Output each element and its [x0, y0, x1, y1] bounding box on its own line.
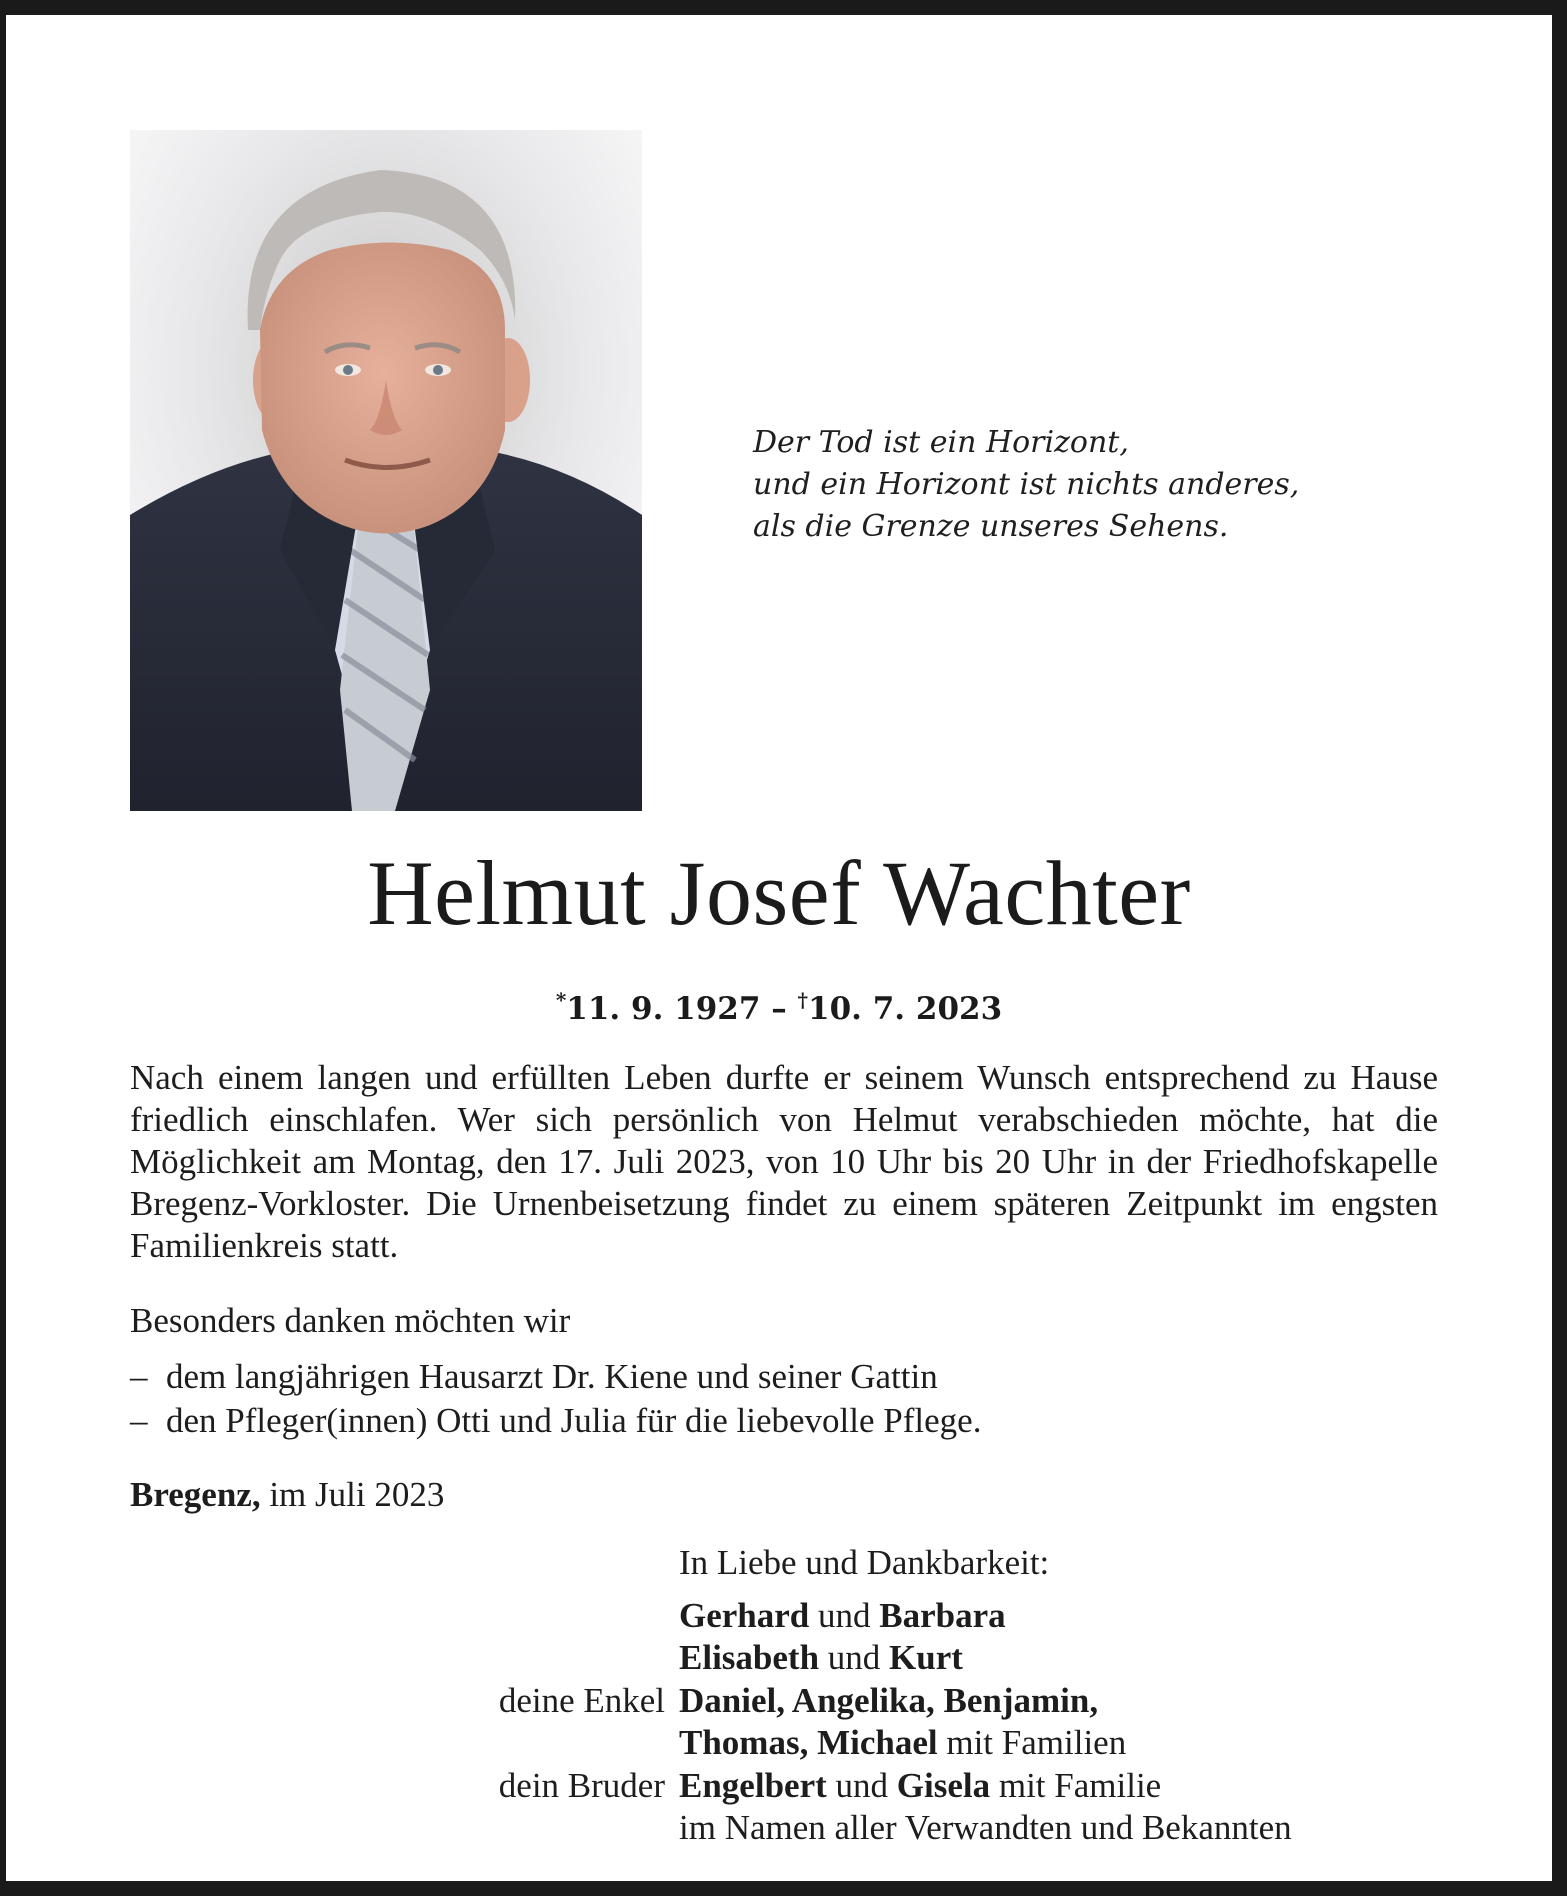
dash-bullet: – [130, 1401, 148, 1440]
portrait-photo [130, 130, 642, 811]
place-date: im Juli 2023 [260, 1475, 445, 1514]
signer-row [6, 1680, 1567, 1723]
signer-names: Engelbert und Gisela mit Familie [679, 1765, 1162, 1805]
signer-names: Gerhard und Barbara [679, 1595, 1006, 1635]
thanks-intro: Besonders danken möchten wir [130, 1301, 571, 1340]
deceased-name: Helmut Josef Wachter [367, 842, 1191, 944]
signer-names: Thomas, Michael mit Familien [679, 1723, 1127, 1762]
birth-symbol: * [555, 988, 567, 1012]
life-dates [6, 980, 1552, 1029]
signer-names: Elisabeth und Kurt [679, 1638, 963, 1677]
thanks-item-text: dem langjährigen Hausarzt Dr. Kiene und seiner Gattin [166, 1357, 938, 1396]
list-item [130, 1399, 981, 1443]
place-city: Bregenz, [130, 1475, 261, 1514]
quote-line: Der Tod ist ein Horizont, [753, 425, 1129, 460]
signer-names: im Namen aller Verwandten und Bekannten [679, 1808, 1292, 1847]
thanks-list [130, 1355, 981, 1443]
quote-line: und ein Horizont ist nichts anderes, [753, 467, 1300, 502]
portrait-illustration [130, 130, 642, 811]
announcement-text: Nach einem langen und erfüllten Leben durfte er seinem Wunsch entsprechend zu Hause friedlich einschlafen. Wer sich persönlich von Helmut verabschieden möchte, hat die Möglichkeit am Montag, den 17. Juli 2023, von 10 Uhr bis 20 Uhr in der Friedhofskapelle Bregenz-Vorkloster. Die Urnenbeisetzung findet zu einem späteren Zeitpunkt im engsten Familienkreis statt. [130, 1058, 1438, 1265]
signer-row [6, 1765, 1567, 1808]
birth-date: 11. 9. 1927 [566, 991, 761, 1027]
quote-block [753, 422, 1299, 548]
signer-row [6, 1595, 1567, 1638]
quote-line: als die Grenze unseres Sehens. [753, 509, 1229, 544]
thanks-item-text: den Pfleger(innen) Otti und Julia für die liebevolle Pflege. [166, 1401, 982, 1440]
place-date-line [130, 1474, 444, 1516]
signer-relation: dein Bruder [498, 1765, 665, 1805]
list-item [130, 1355, 981, 1399]
signer-relation: deine Enkel [498, 1680, 665, 1720]
signers-intro-row [6, 1542, 1567, 1585]
signers-intro: In Liebe und Dankbarkeit: [679, 1543, 1050, 1582]
signer-row [6, 1722, 1567, 1765]
signer-row [6, 1637, 1567, 1680]
death-date: 10. 7. 2023 [808, 991, 1003, 1027]
date-separator: – [771, 991, 787, 1027]
signer-names: Daniel, Angelika, Benjamin, [679, 1680, 1099, 1720]
signers-block [6, 1542, 1567, 1850]
dash-bullet: – [130, 1357, 148, 1396]
death-symbol: † [797, 988, 809, 1012]
signer-row [6, 1807, 1567, 1850]
